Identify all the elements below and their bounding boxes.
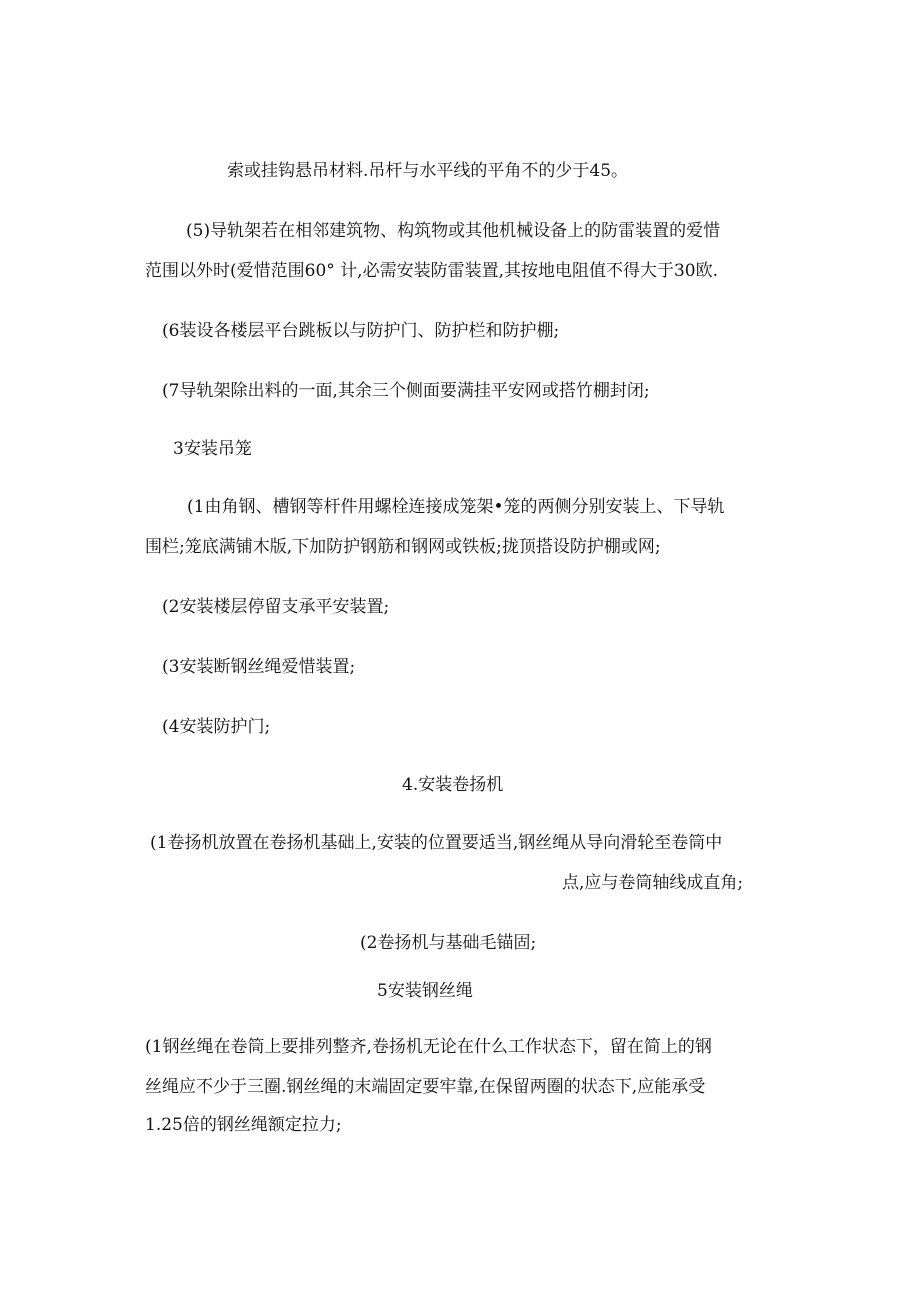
paragraph-7: (7导轨架除出料的一面,其余三个侧面要满挂平安网或搭竹棚封闭; [162,381,650,401]
rope-item-1-line-2: 丝绳应不少于三圈.钢丝绳的末端固定要牢靠,在保留两圈的状态下,应能承受 [145,1077,706,1097]
winch-item-1-line-1: (1卷扬机放置在卷扬机基础上,安装的位置要适当,钢丝绳从导向滑轮至卷筒中 [150,833,723,853]
item-1-line-1: (1由角钢、槽钢等杆件用螺栓连接成笼架•笼的两侧分别安装上、下导轨 [187,497,725,517]
section-heading-4: 4.安装卷扬机 [402,775,504,795]
item-4: (4安装防护门; [162,717,271,737]
paragraph-continuation: 索或挂钩悬吊材料.吊杆与水平线的平角不的少于45。 [227,161,629,181]
item-2: (2安装楼层停留支承平安装置; [162,597,390,617]
item-1-line-2: 围栏;笼底满铺木版,下加防护钢筋和钢网或铁板;拢顶搭设防护棚或网; [145,537,661,557]
section-heading-3: 3安装吊笼 [173,439,252,459]
paragraph-5-line-2: 范围以外时(爱惜范围60° 计,必需安装防雷装置,其按地电阻值不得大于30欧. [145,261,719,281]
winch-item-2: (2卷扬机与基础毛锚固; [360,933,537,953]
paragraph-6: (6装设各楼层平台跳板以与防护门、防护栏和防护棚; [162,321,560,341]
winch-item-1-line-2: 点,应与卷筒轴线成直角; [562,873,744,893]
item-3: (3安装断钢丝绳爱惜装置; [162,657,356,677]
paragraph-5-line-1: (5)导轨架若在相邻建筑物、构筑物或其他机械设备上的防雷装置的爱惜 [186,221,721,241]
section-heading-5: 5安装钢丝绳 [377,981,473,1001]
rope-item-1-line-1: (1钢丝绳在卷筒上要排列整齐,卷扬机无论在什么工作状态下，留在简上的钢 [145,1037,712,1057]
rope-item-1-line-3: 1.25倍的钢丝绳额定拉力; [145,1115,342,1135]
